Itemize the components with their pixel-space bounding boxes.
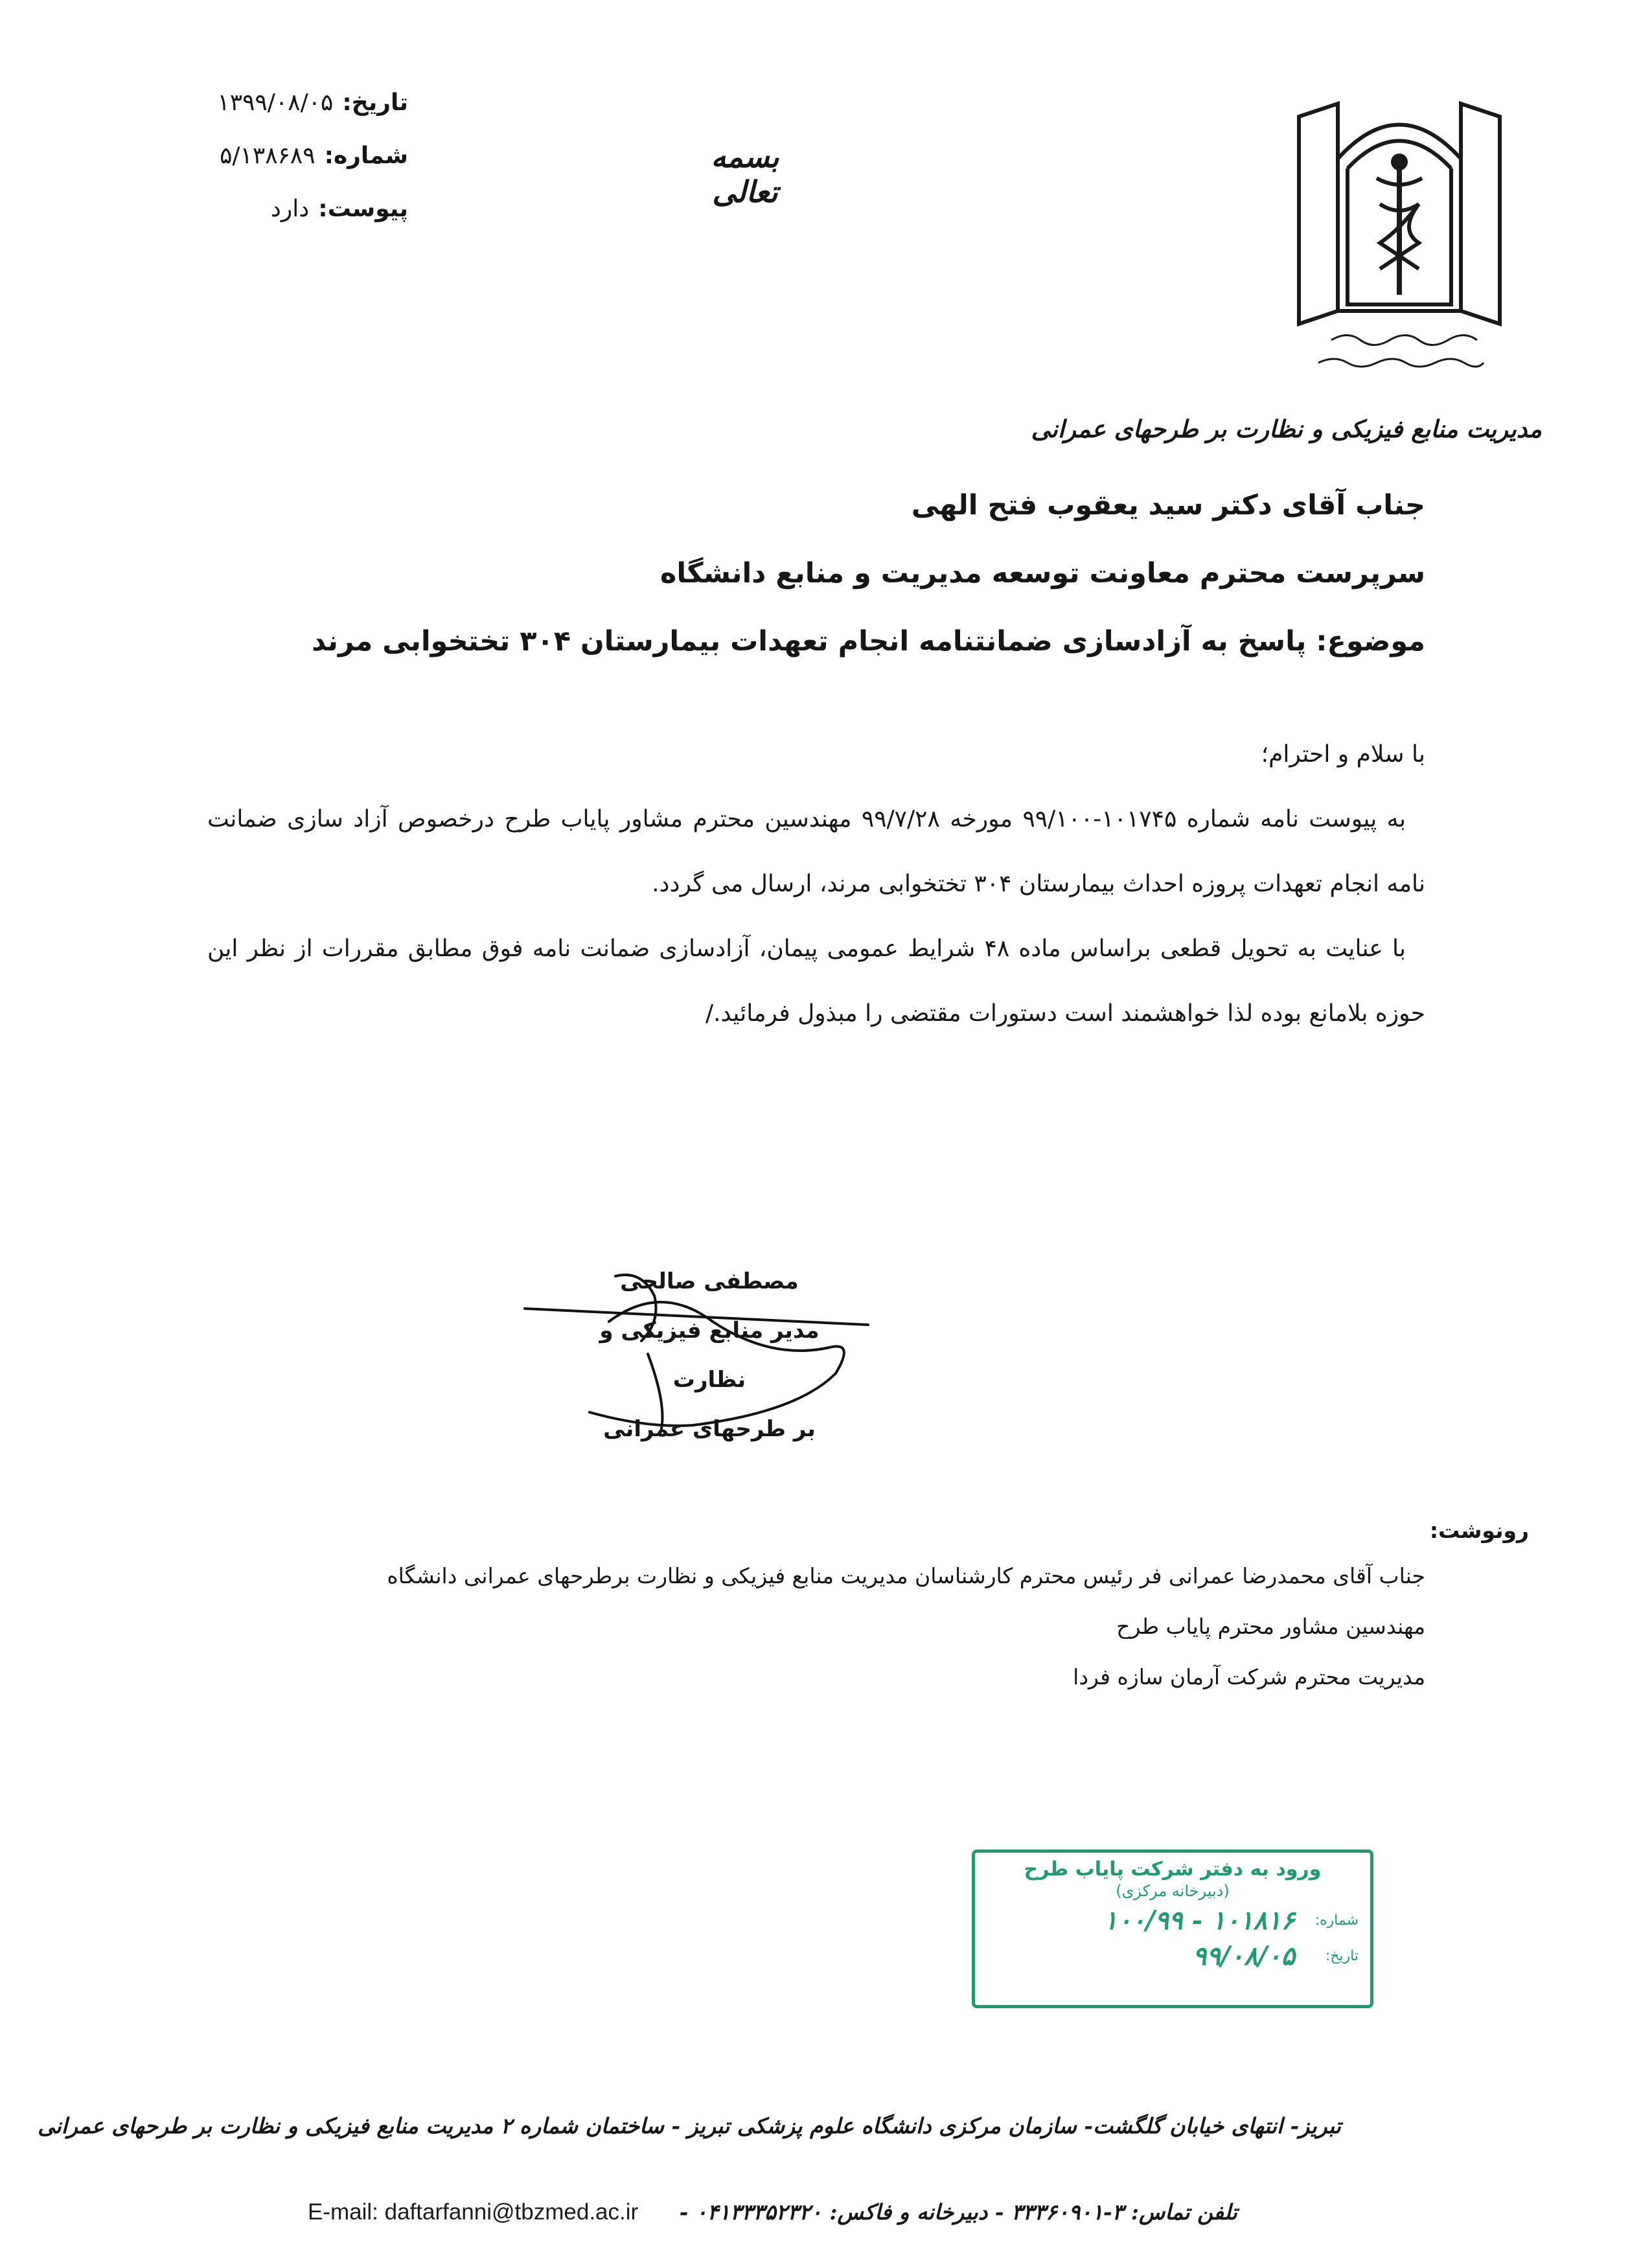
stamp-title: ورود به دفتر شرکت پایاب طرح — [1024, 1858, 1322, 1881]
body-paragraph-2: با عنایت به تحویل قطعی براساس ماده ۴۸ شرایط عمومی پیمان، آزادسازی ضمانت نامه فوق مطابق مقررات از نظر این حوزه بلامانع بوده لذا خواهشمند است دستورات مقتضی را مبذول فرمائید./ — [207, 935, 1425, 1027]
footer-address: تبریز- انتهای خیابان گلگشت- سازمان مرکزی دانشگاه علوم پزشکی تبریز - ساختمان شماره ۲ مدیریت منابع فیزیکی و نظارت بر طرحهای عمرانی — [38, 2113, 1341, 2138]
signer-title-1: مدیر منابع فیزیکی و نظارت — [599, 1318, 820, 1393]
stamp-date-label: تاریخ: — [1325, 1948, 1359, 1964]
attachment-row — [175, 183, 408, 236]
cc-item: مهندسین مشاور محترم پایاب طرح — [1116, 1614, 1425, 1639]
footer-email: E-mail: daftarfanni@tbzmed.ac.ir — [308, 2199, 639, 2225]
addressee: جناب آقای دکتر سید یعقوب فتح الهی — [911, 489, 1425, 521]
greeting: با سلام و احترام؛ — [1261, 741, 1425, 768]
number-row — [175, 130, 408, 183]
date-value: ۱۳۹۹/۰۸/۰۵ — [217, 89, 334, 116]
number-label: شماره: — [324, 143, 408, 169]
carbon-copy — [214, 1513, 1529, 1695]
signature-block — [570, 1257, 849, 1454]
stamp-date-row — [987, 1941, 1359, 1971]
stamp-subtitle: (دبیرخانه مرکزی) — [1116, 1882, 1230, 1900]
number-value: ۵/۱۳۸۶۸۹ — [220, 143, 315, 169]
signer-name: مصطفی صالحی — [620, 1268, 799, 1294]
signer-title-2: بر طرحهای عمرانی — [603, 1416, 816, 1442]
letter-body — [207, 722, 1425, 1046]
cc-item: جناب آقای محمدرضا عمرانی فر رئیس محترم کارشناسان مدیریت منابع فیزیکی و نظارت برطرحهای عمرانی دانشگاه — [387, 1563, 1425, 1588]
footer-contact: تلفن تماس: ۳-۳۳۳۶۰۹۰۱ - دبیرخانه و فاکس: ۰۴۱۳۳۳۵۲۳۲۰ - — [679, 2199, 1237, 2225]
letter-meta — [175, 76, 408, 236]
stamp-number-label: شماره: — [1314, 1912, 1359, 1929]
addressee-position: سرپرست محترم معاونت توسعه مدیریت و منابع دانشگاه — [660, 557, 1425, 590]
stamp-number-row — [987, 1905, 1359, 1936]
body-paragraph-1: به پیوست نامه شماره ۱۰۱۷۴۵-۹۹/۱۰۰ مورخه ۹۹/۷/۲۸ مهندسین محترم مشاور پایاب طرح درخصوص آزاد سازی ضمانت نامه انجام تعهدات پروزه احداث بیمارستان ۳۰۴ تختخوابی مرند، ارسال می گردد. — [207, 806, 1425, 897]
attachment-value: دارد — [270, 196, 310, 222]
university-logo-icon — [1292, 97, 1506, 382]
stamp-date-value: ۹۹/۰۸/۰۵ — [1192, 1941, 1295, 1971]
invocation-text: بسمه تعالی — [711, 139, 779, 209]
cc-title: رونوشت: — [1429, 1518, 1529, 1543]
attachment-label: پیوست: — [318, 196, 408, 222]
department-caption: مدیریت منابع فیزیکی و نظارت بر طرحهای عمرانی — [1031, 415, 1542, 443]
date-label: تاریخ: — [342, 89, 408, 116]
cc-item: مدیریت محترم شرکت آرمان سازه فردا — [1073, 1664, 1425, 1690]
date-row — [175, 76, 408, 130]
receipt-stamp — [972, 1850, 1373, 2008]
letter-subject: موضوع: پاسخ به آزادسازی ضمانتنامه انجام تعهدات بیمارستان ۳۰۴ تختخوابی مرند — [311, 625, 1425, 658]
stamp-number-value: ۱۰۰/۹۹ - ۱۰۱۸۱۶ — [1103, 1905, 1295, 1936]
